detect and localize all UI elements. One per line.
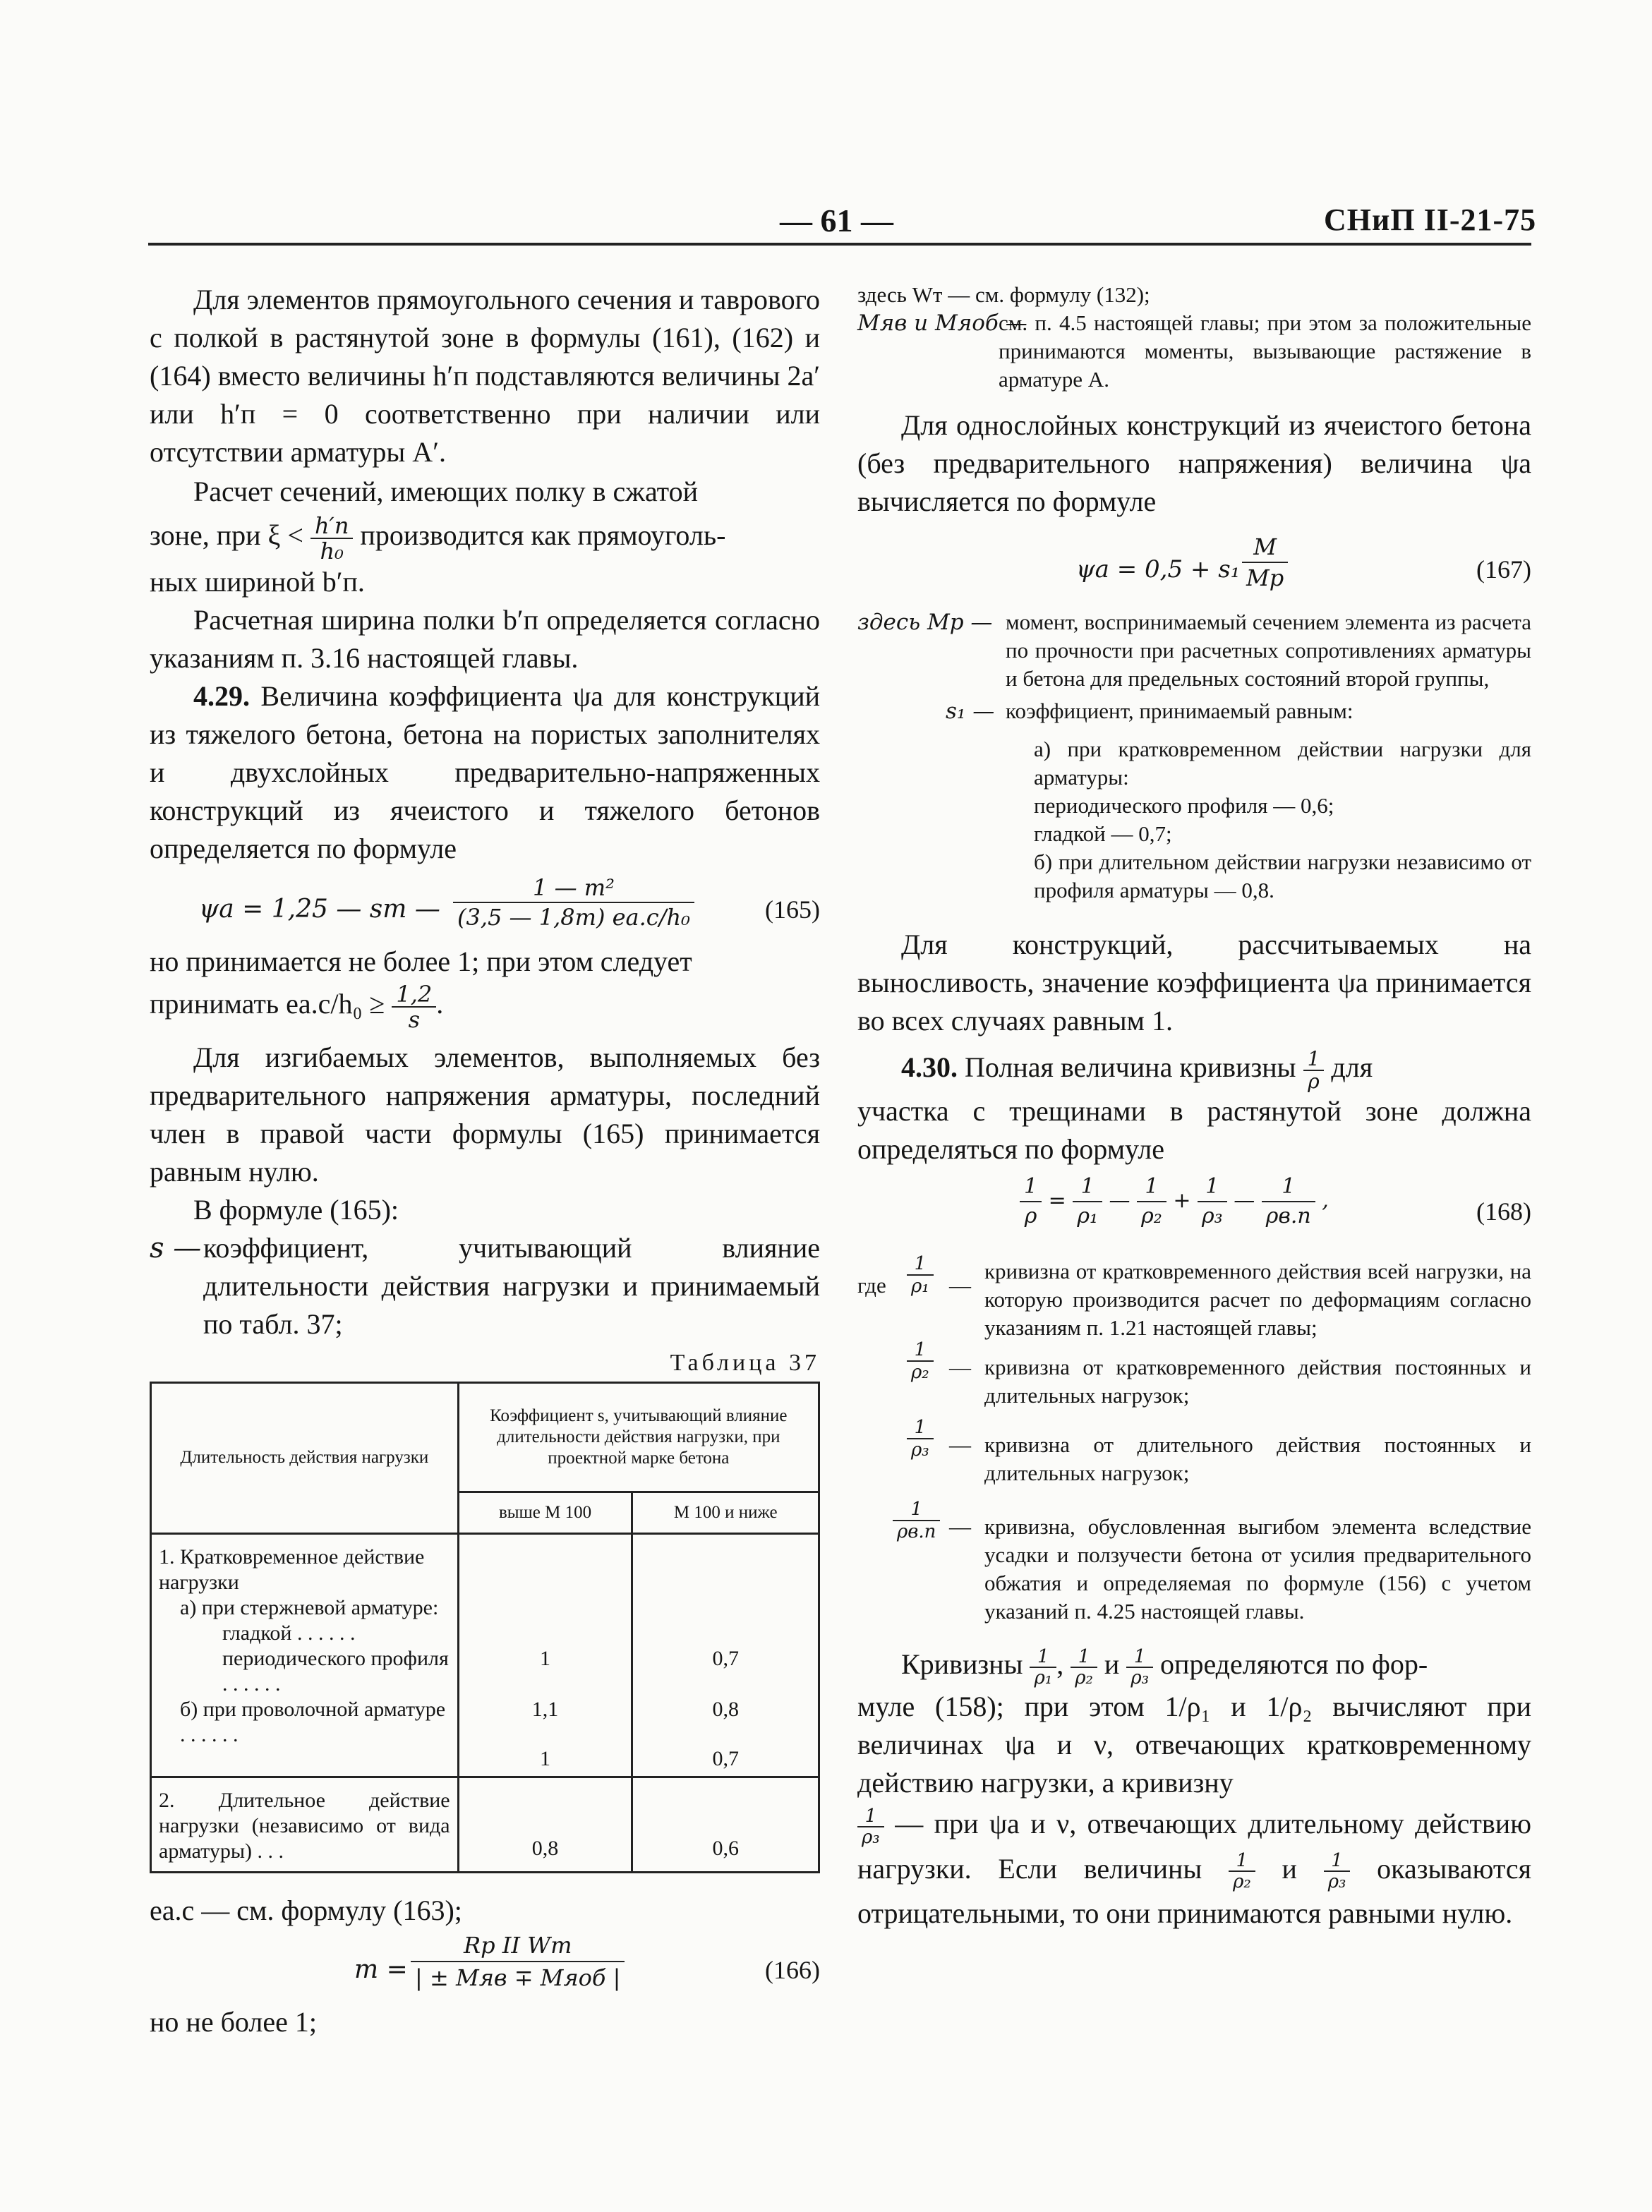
where-d3 <box>857 1416 1531 1487</box>
table-row <box>151 1777 819 1872</box>
paragraph-flange-width: Расчетная ширина полки b′п определяется согласно указаниям п. 3.16 настоящей главы. <box>150 603 820 674</box>
limit-num: 1,2 <box>392 982 436 1008</box>
curvatures-c-text: — при ψа и ν, отвечающих длительному действию нагрузки. Если величины <box>857 1807 1531 1885</box>
f167-num: M <box>1242 532 1288 563</box>
paragraph-4-29 <box>150 677 820 868</box>
formula-165 <box>150 872 820 940</box>
d3-dash: — <box>949 1432 971 1457</box>
right-column <box>857 281 1531 1935</box>
here-wt: здесь Wт — см. формулу (132); <box>857 282 1150 307</box>
f168-term: $\frac{1}{\rho в.п}$ <box>1262 1173 1315 1231</box>
f166-fraction <box>411 1930 625 1993</box>
curvature-fraction <box>1303 1048 1325 1092</box>
f167-den: Mр <box>1246 564 1284 591</box>
row1-a: а) при стержневой арматуре: <box>180 1595 439 1619</box>
table-subheader-below: М 100 и ниже <box>632 1492 819 1533</box>
d3-fraction: $\frac{1}{\text{ρ₃}}$ <box>907 1417 934 1461</box>
curvatures-d-text: оказываются отрицательными, то они принимаются равными нулю. <box>857 1852 1532 1930</box>
f165-fraction <box>453 874 694 931</box>
table-header-coef: Коэффициент s, учитывающий влияние длительности действия нагрузки, при проектной марке бетона <box>458 1382 819 1492</box>
curvature-num: 1 <box>1303 1048 1325 1071</box>
d4-fraction: 1 ρв.п <box>893 1499 940 1542</box>
mp-symbol: здесь Mр — <box>857 610 993 635</box>
flange-text-pre: зоне, при ξ < <box>150 519 303 551</box>
cell-value: 1 <box>540 1746 551 1770</box>
s1-symbol: s₁ — <box>946 699 995 724</box>
table-subheader-above: выше М 100 <box>458 1492 632 1533</box>
f168-term: $\frac{1}{\text{ρ₃}}$ <box>1198 1173 1227 1231</box>
paragraph-bending: Для изгибаемых элементов, выполняемых без предварительного напряжения арматуры, последний член в правой части формулы (165) принимается равным нулю. <box>150 1041 820 1187</box>
clause-4-29-mark: 4.29. <box>193 679 250 712</box>
paragraph-4-30-b: участка с трещинами в растянутой зоне должна определяться по формуле <box>857 1094 1531 1165</box>
formula-167 <box>857 526 1531 604</box>
formula-166 <box>150 1930 820 2003</box>
cell-value: 0,7 <box>712 1646 739 1670</box>
clause-4-29-text: Величина коэффициента ψа для конструкций из тяжелого бетона, бетона на пористых заполнителях и двухслойных предварительно-напряженных конструкций из ячеистого и тяжелого бетонов определяется по формуле <box>150 679 821 864</box>
f166-left: m = <box>354 1954 408 1984</box>
where-d1 <box>857 1252 1531 1342</box>
curvature-den: ρ <box>1308 1069 1320 1093</box>
where-word: где <box>857 1272 886 1298</box>
paragraph-limit-b: принимать eа.с/h₀ ≥ $\frac{1,2}{s}$ . <box>150 980 444 1033</box>
f167-left: ψа = 0,5 + s₁ <box>1076 555 1241 584</box>
s1-values <box>857 735 1531 905</box>
right-body-1 <box>857 406 1531 604</box>
where-block <box>857 1252 1531 1626</box>
paragraph-4-30 <box>857 1044 1531 1092</box>
f168-term: $\frac{1}{\text{ρ₂}}$ <box>1137 1173 1166 1231</box>
limit-den: s <box>408 1005 421 1033</box>
table-row1-below <box>632 1533 819 1777</box>
s1-short-term: а) при кратковременном действии нагрузки для арматуры: <box>1034 737 1531 790</box>
here-s1 <box>857 697 1531 725</box>
frac-rho1: $\frac{1}{\text{ρ₁}}$ <box>1030 1647 1056 1688</box>
d1-fraction: $\frac{1}{\text{ρ₁}}$ <box>907 1253 934 1297</box>
f166-num: Rр II Wт <box>411 1930 625 1962</box>
paragraph-limit-a: но принимается не более 1; при этом следует <box>150 945 692 977</box>
limit-fraction <box>392 982 436 1032</box>
table-row1-above <box>458 1533 632 1777</box>
paragraph-flange-b <box>150 511 820 563</box>
clause-4-30-post: для <box>1331 1051 1373 1083</box>
table-row <box>151 1533 819 1777</box>
frac-rho2-c: $\frac{1}{\text{ρ₂}}$ <box>1229 1851 1255 1892</box>
where-d4 <box>857 1498 1531 1626</box>
curvatures-line-b: муле (158); при этом 1/ρ₁ и 1/ρ₂ вычисляют при величинах ψа и ν, отвечающих кратковременному действию нагрузки, а кривизну <box>857 1690 1531 1799</box>
f165-left: ψа = 1,25 — sm — <box>199 894 440 924</box>
table-row2-above: 0,8 <box>458 1777 632 1872</box>
s-definition <box>150 1229 820 1343</box>
eac-definition: eа.с — см. формулу (163); <box>150 1894 462 1926</box>
row1-periodic: периодического профиля . . . . . . <box>222 1646 449 1696</box>
paragraph-t-section: Для элементов прямоугольного сечения и таврового с полкой в растянутой зоне в формулы (161), (162) и (164) вместо величины h′п подставляются величины 2a′ или h′п = 0 соответственно при наличии или отсутствии арматуры A′. <box>150 284 820 468</box>
cell-value: 0,7 <box>712 1746 739 1770</box>
cell-value: 0,8 <box>712 1697 739 1721</box>
table-row2-below: 0,6 <box>632 1777 819 1872</box>
paragraph-not-more: но не более 1; <box>150 2005 317 2038</box>
d2-dash: — <box>949 1354 971 1379</box>
flange-fraction <box>310 514 353 563</box>
f165-num: 1 — m² <box>453 874 694 903</box>
s1-smooth: гладкой — 0,7; <box>1034 821 1172 846</box>
mp-text: момент, воспринимаемый сечением элемента из расчета по прочности при расчетных сопротивлениях арматуры и бетона для предельных состояний второй группы, <box>1006 610 1531 691</box>
table-37 <box>150 1382 820 1873</box>
s1-long-term: б) при длительном действии нагрузки независимо от профиля арматуры — 0,8. <box>1034 850 1531 902</box>
row1-smooth: гладкой . . . . . . <box>222 1621 356 1645</box>
frac-rho3-c: $\frac{1}{\text{ρ₃}}$ <box>1324 1851 1351 1892</box>
right-body-2 <box>857 926 1531 1243</box>
right-body-3 <box>857 1641 1531 1936</box>
flange-den: h₀ <box>320 537 344 564</box>
d3-text: кривизна от длительного действия постоянных и длительных нагрузок; <box>984 1432 1531 1485</box>
here-block-2 <box>857 608 1531 905</box>
frac-rho3: $\frac{1}{\text{ρ₃}}$ <box>1126 1647 1153 1688</box>
d2-text: кривизна от кратковременного действия постоянных и длительных нагрузок; <box>984 1354 1531 1408</box>
d2-fraction: $\frac{1}{\text{ρ₂}}$ <box>907 1339 934 1383</box>
page-number: — 61 — <box>780 203 893 238</box>
f168-number: (168) <box>1476 1197 1531 1226</box>
moments-symbol: Mяв и Mяоб — <box>857 310 1027 336</box>
curvatures-line-a: Кривизны $\frac{1}{\text{ρ₁}}$ , $\frac{1}{\text{ρ₂}}$ и $\frac{1}{\text{ρ₃}}$ определяются по фор- <box>901 1645 1428 1688</box>
cell-value: 1,1 <box>531 1697 559 1721</box>
cell-value: 1 <box>540 1646 551 1670</box>
curvatures-line-c: $\frac{1}{\text{ρ₃}}$ — при ψа и ν, отвечающих длительному действию нагрузки. Если величины $\frac{1}{\text{ρ₂}}$ и $\frac{1}{\text{ρ₃}}$ оказываются отрицательными, то они принимаются равными нулю. <box>857 1805 1532 1930</box>
header-rule <box>148 243 1531 246</box>
here-block-1 <box>857 281 1531 394</box>
moments-text: см. п. 4.5 настоящей главы; при этом за положительные принимаются моменты, вызывающие растяжение в арматуре A. <box>999 310 1531 392</box>
f165-den: (3,5 — 1,8m) eа.с/h₀ <box>457 903 690 931</box>
formula-168 <box>857 1173 1531 1243</box>
frac-rho3-b: $\frac{1}{\text{ρ₃}}$ <box>857 1806 884 1847</box>
flange-text-post: производится как прямоуголь- <box>360 519 726 551</box>
flange-num: h′п <box>310 514 353 539</box>
paragraph-in-formula: В формуле (165): <box>193 1193 399 1226</box>
d4-text: кривизна, обусловленная выгибом элемента вследствие усадки и ползучести бетона от усилия предварительного обжатия и определяемая по формуле (156) с учетом указаний п. 4.25 настоящей главы. <box>984 1513 1531 1624</box>
f168-den-rho: ρ <box>1024 1203 1037 1228</box>
row1-title: 1. Кратковременное действие нагрузки <box>159 1545 425 1594</box>
f167-fraction <box>1242 532 1288 593</box>
s-symbol: s — <box>150 1231 202 1264</box>
curvatures-pre: Кривизны <box>901 1648 1023 1680</box>
paragraph-endurance: Для конструкций, рассчитываемых на выносливость, значение коэффициента ψа принимается во всех случаях равным 1. <box>857 929 1531 1037</box>
s1-periodic: периодического профиля — 0,6; <box>1034 793 1334 818</box>
curvatures-post: определяются по фор- <box>1160 1648 1428 1680</box>
f166-den: | ± Mяв ∓ Mяоб | <box>415 1964 621 1991</box>
row1-b: б) при проволочной арматуре . . . . . . <box>180 1697 446 1746</box>
f168-expression: $\frac{1}{\rho}$ = $\frac{1}{\text{ρ₁}}$ — $\frac{1}{\text{ρ₂}}$ + $\frac{1}{\text{ρ₃}}$ — $\frac{1}{\rho в.п}$ , <box>1020 1173 1329 1231</box>
table-row1-label <box>151 1533 459 1777</box>
limit-text: принимать eа.с/h₀ ≥ <box>150 987 385 1020</box>
clause-4-30-pre: Полная величина кривизны <box>965 1051 1296 1083</box>
table-row2-label: 2. Длительное действие нагрузки (независимо от вида арматуры) . . . <box>151 1777 459 1872</box>
s-definition-text: коэффициент, учитывающий влияние длительности действия нагрузки и принимаемый по табл. 37; <box>203 1231 820 1340</box>
f168-term: $\frac{1}{\rho}$ <box>1020 1173 1042 1231</box>
document-code: СНиП II-21-75 <box>1324 203 1537 237</box>
where-d2 <box>857 1338 1531 1410</box>
s1-text: коэффициент, принимаемый равным: <box>1006 699 1353 723</box>
f166-number: (166) <box>765 1955 820 1984</box>
clause-4-30-mark: 4.30. <box>901 1051 958 1083</box>
paragraph-flange-a: Расчет сечений, имеющих полку в сжатой <box>193 476 699 507</box>
d1-dash: — <box>949 1272 971 1298</box>
f165-number: (165) <box>765 895 820 924</box>
paragraph-cellular: Для однослойных конструкций из ячеистого бетона (без предварительного напряжения) величина ψа вычисляется по формуле <box>857 409 1531 517</box>
d1-text: кривизна от кратковременного действия всей нагрузки, на которую производится расчет по деформациям согласно указаниям п. 1.21 настоящей главы; <box>984 1258 1531 1340</box>
paragraph-flange-c: ных шириной b′п. <box>150 565 365 598</box>
d4-dash: — <box>949 1513 971 1539</box>
table-37-caption: Таблица 37 <box>670 1349 820 1376</box>
f168-term: $\frac{1}{\text{ρ₁}}$ <box>1073 1173 1102 1231</box>
frac-rho2: $\frac{1}{\text{ρ₂}}$ <box>1071 1647 1097 1688</box>
table-header-duration: Длительность действия нагрузки <box>151 1382 459 1533</box>
here-mp <box>857 608 1531 693</box>
left-column <box>150 281 820 2041</box>
f167-number: (167) <box>1476 555 1531 584</box>
here-moments <box>857 309 1531 394</box>
